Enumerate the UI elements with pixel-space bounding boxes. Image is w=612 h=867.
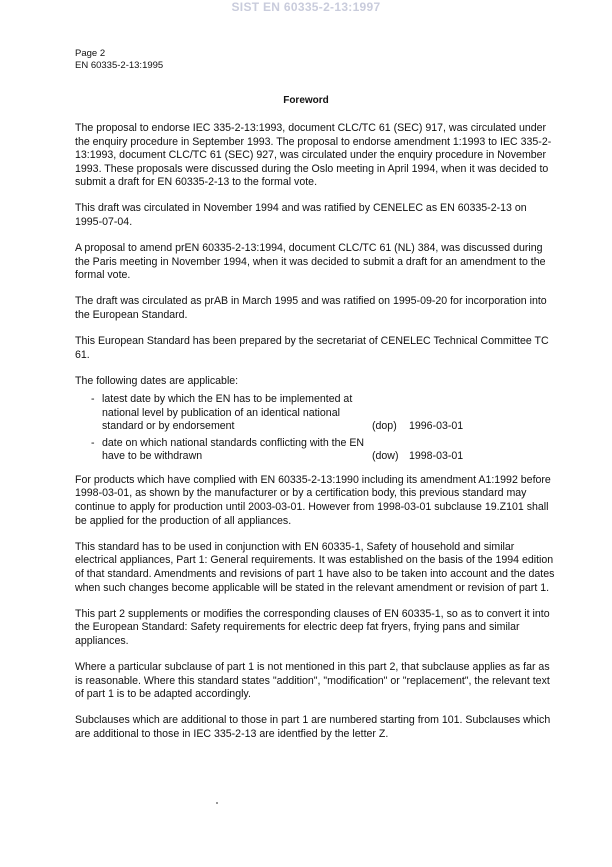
- paragraph: The following dates are applicable:: [75, 374, 239, 387]
- paragraph: This European Standard has been prepared by the secretariat of CENELEC Technical Committee TC 61.: [75, 335, 549, 361]
- paragraph: This standard has to be used in conjunction with EN 60335-1, Safety of household and similar electrical appliances, Part 1: General requirements. It was established on the basis of the 1994 edition of that standard. Amendments and revisions of part 1 have also to be taken into account and the dates when such changes become applicable will be stated in the relevant amendment or revision of part 1.: [75, 540, 555, 594]
- paragraph: The draft was circulated as prAB in March 1995 and was ratified on 1995-09-20 for incorporation into the European Standard.: [75, 295, 547, 322]
- page-title: Foreword: [283, 95, 329, 106]
- dates-list: [91, 393, 555, 464]
- paragraph: Subclauses which are additional to those in part 1 are numbered starting from 101. Subclauses which are additional to those in IEC 335-2-13 are identfied by the letter Z.: [75, 714, 551, 740]
- date-description: date on which national standards conflicting with the EN have to be withdrawn: [102, 436, 365, 463]
- page-number: Page 2: [75, 48, 106, 59]
- paragraph: This part 2 supplements or modifies the corresponding clauses of EN 60335-1, so as to convert it into the European Standard: Safety requirements for electric deep fat fryers, frying pans and similar appliances.: [75, 607, 550, 647]
- paragraph: This draft was circulated in November 1994 and was ratified by CENELEC as EN 60335-2-13 on 1995-07-04.: [75, 202, 527, 229]
- date-item-dow: [91, 437, 555, 464]
- page-header: [75, 48, 163, 72]
- paragraph: The proposal to endorse IEC 335-2-13:1993, document CLC/TC 61 (SEC) 917, was circulated under the enquiry procedure in September 1993. The proposal to endorse amendment 1:1993 to IEC 335-2-13:1993, document CLC/TC 61 (SEC) 927, was circulated under the enquiry procedure in November 1993. These proposals were discussed during the Oslo meeting in April 1994, when it was decided to submit a draft for EN 60335-2-13 to the formal vote.: [75, 122, 552, 189]
- paragraph: Where a particular subclause of part 1 is not mentioned in this part 2, that subclause applies as far as is reasonable. Where this standard states "addition", "modification" or "replacement", the relevant text of part 1 is to be adapted accordingly.: [75, 660, 550, 701]
- foreword-body: [75, 122, 555, 754]
- date-item-dop: [91, 393, 555, 434]
- standard-id: EN 60335-2-13:1995: [75, 60, 164, 71]
- list-dash: -: [91, 392, 95, 405]
- date-value: 1998-03-01: [409, 450, 464, 463]
- date-abbr: (dop): [372, 420, 397, 433]
- date-description: latest date by which the EN has to be implemented at national level by publication of an identical national standard or by endorsement: [102, 392, 353, 433]
- date-value: 1996-03-01: [409, 420, 464, 433]
- watermark: SIST EN 60335-2-13:1997: [231, 0, 381, 14]
- date-abbr: (dow): [372, 450, 399, 463]
- paragraph: A proposal to amend prEN 60335-2-13:1994, document CLC/TC 61 (NL) 384, was discussed during the Paris meeting in November 1994, when it was decided to submit a draft for an amendment to the formal vote.: [75, 242, 546, 282]
- scan-speck: [216, 802, 218, 804]
- paragraph: For products which have complied with EN 60335-2-13:1990 including its amendment A1:1992 before 1998-03-01, as shown by the manufacturer or by a certification body, this previous standard may continue to apply for production until 2003-03-01. However from 1998-03-01 subclause 19.Z101 shall be applied for the production of all appliances.: [75, 473, 551, 527]
- list-dash: -: [91, 436, 95, 449]
